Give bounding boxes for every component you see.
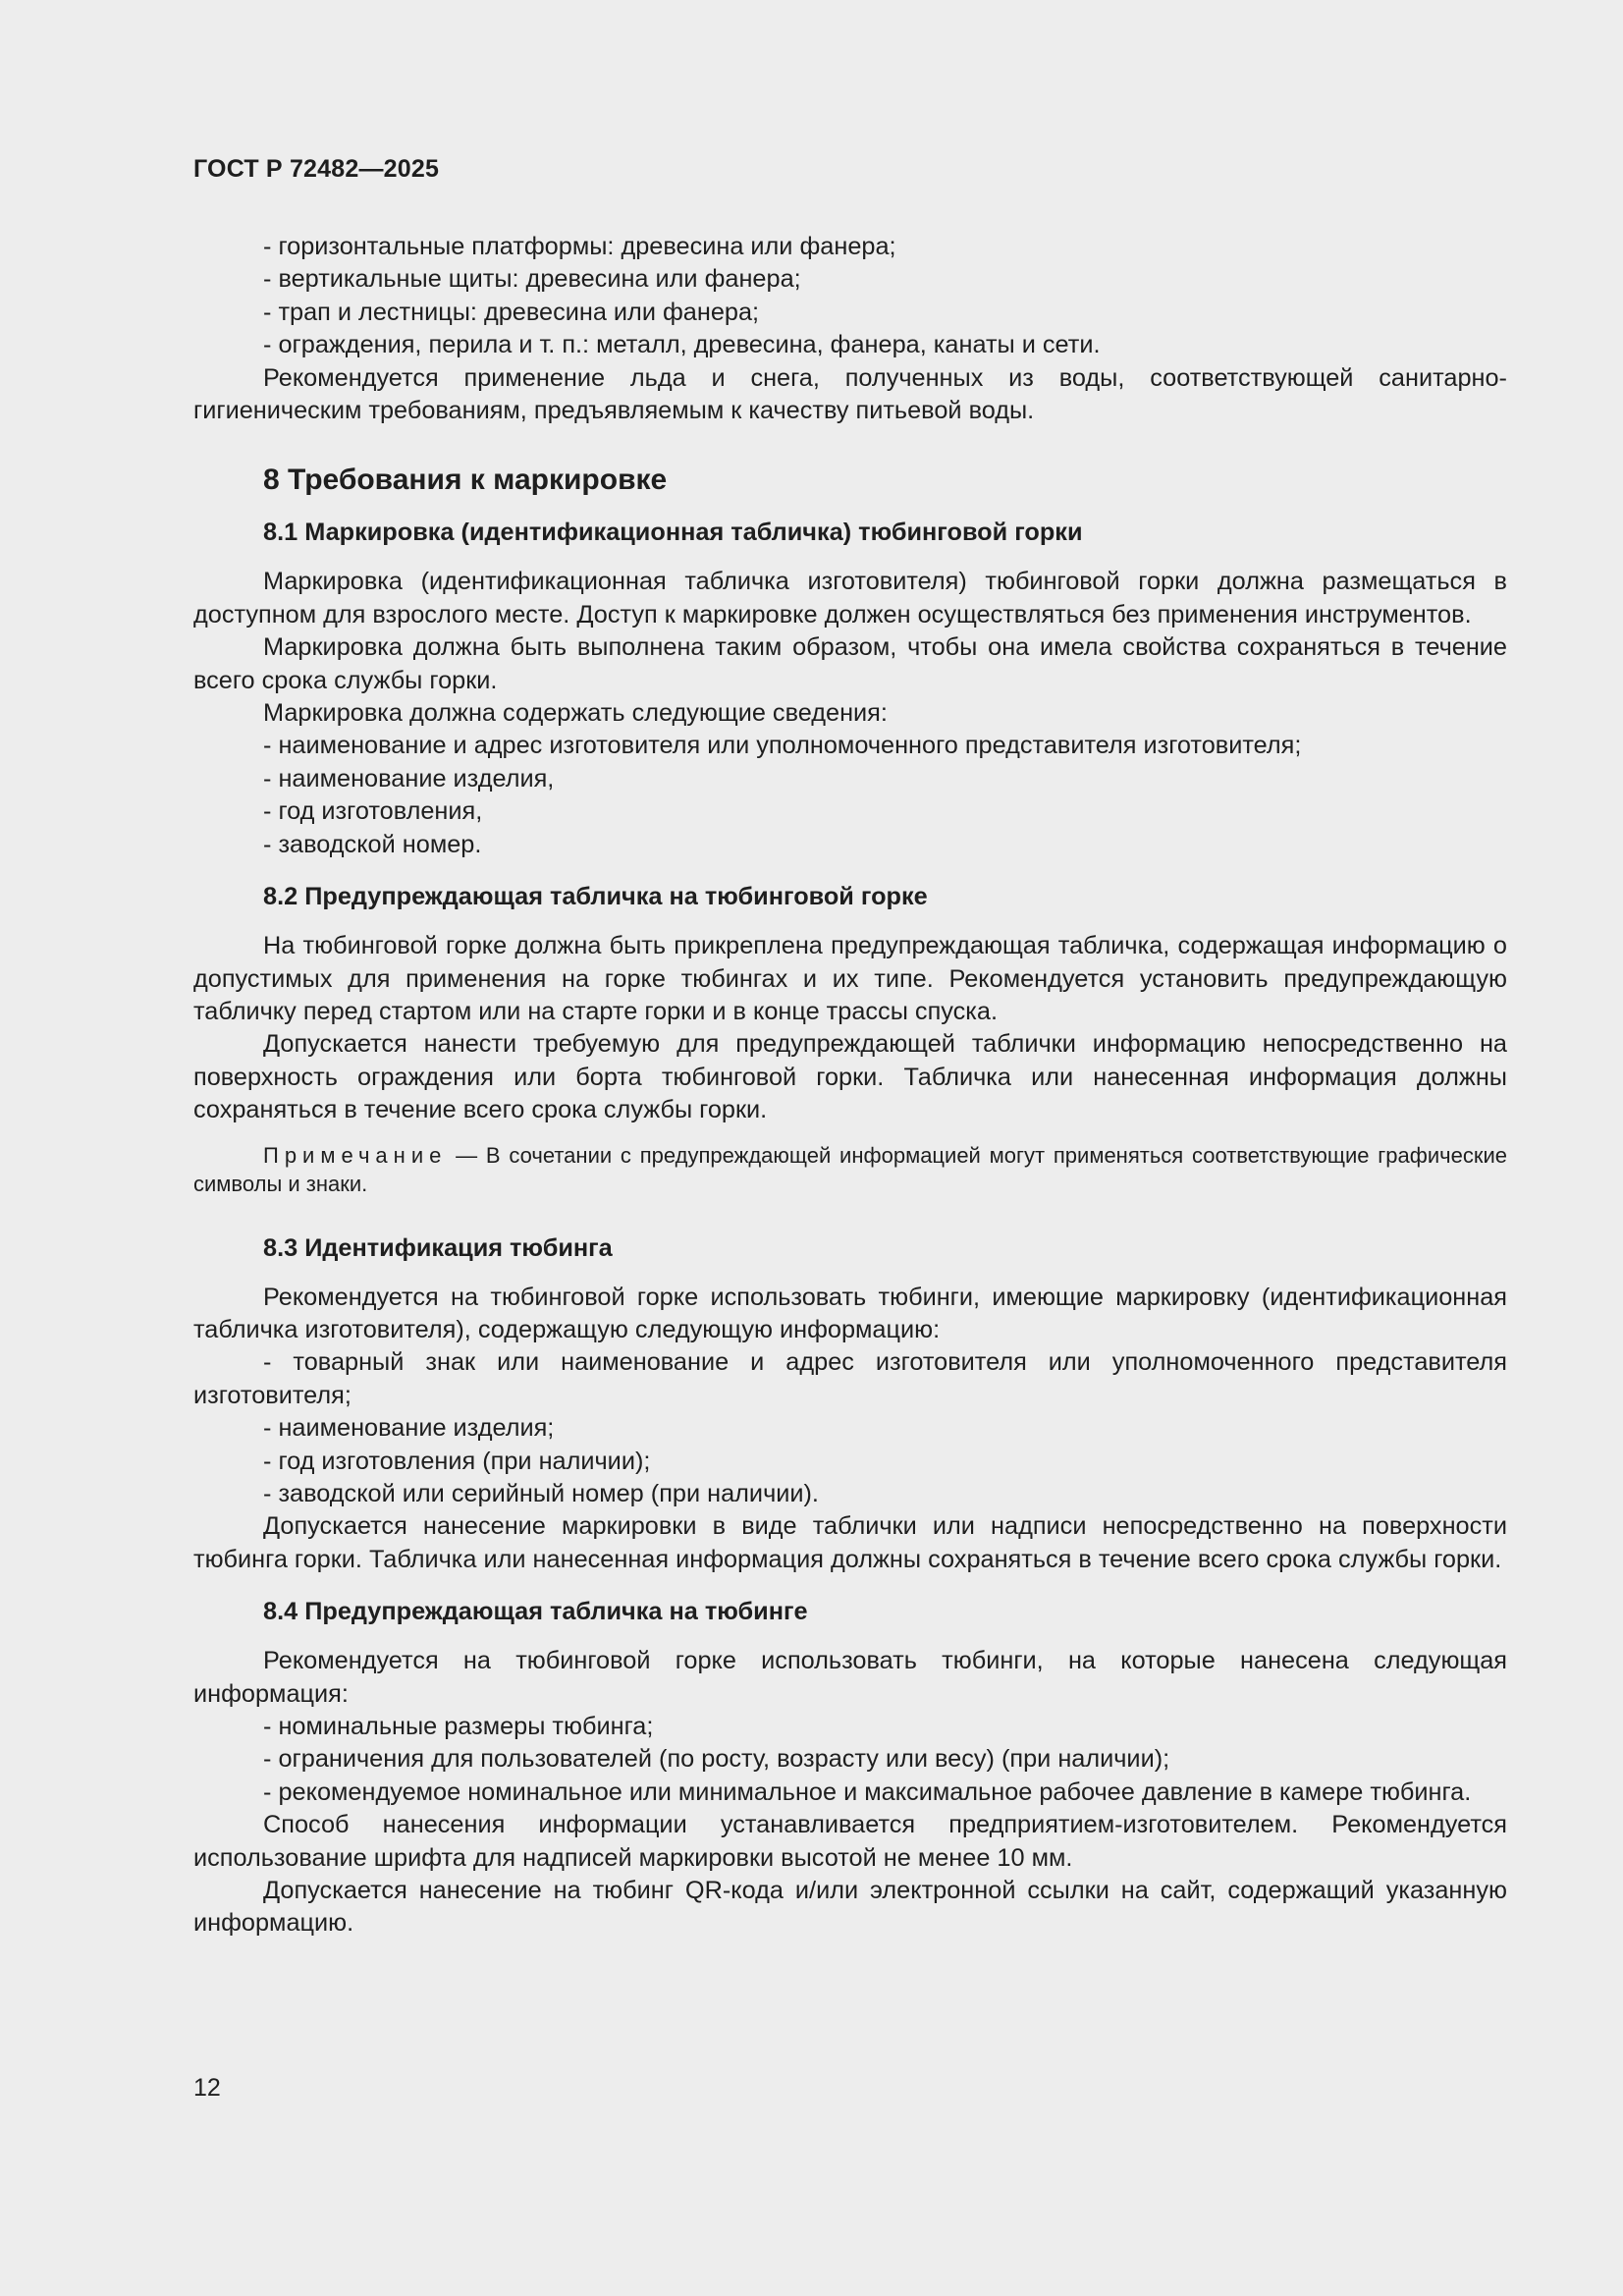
list-item: - наименование изделия,: [263, 764, 555, 793]
subsection-title: 8.4 Предупреждающая табличка на тюбинге: [263, 1598, 808, 1626]
paragraph: Допускается нанесение на тюбинг QR-кода и/или электронной ссылки на сайт, содержащий указанную информацию.: [193, 1877, 1507, 1938]
note-label: Примечание: [263, 1142, 448, 1168]
list-item: - ограничения для пользователей (по росту, возрасту или весу) (при наличии);: [263, 1745, 1170, 1774]
document-header: ГОСТ Р 72482—2025: [193, 155, 440, 183]
paragraph: Маркировка должна быть выполнена таким образом, чтобы она имела свойства сохраняться в течение всего срока службы горки.: [193, 633, 1507, 694]
intro-block: [193, 231, 1507, 427]
list-item: - наименование и адрес изготовителя или уполномоченного представителя изготовителя;: [263, 732, 1302, 760]
subsection-title: 8.3 Идентификация тюбинга: [263, 1233, 613, 1262]
paragraph: Рекомендуется применение льда и снега, полученных из воды, соответствующей санитарно-гигиеническим требованиям, предъявляемым к качеству питьевой воды.: [193, 363, 1507, 425]
list-item: - трап и лестницы: древесина или фанера;: [263, 298, 760, 326]
subsection-title: 8.1 Маркировка (идентификационная табличка) тюбинговой горки: [263, 519, 1083, 547]
list-item: - заводской или серийный номер (при наличии).: [263, 1479, 819, 1507]
paragraph: Рекомендуется на тюбинговой горке использовать тюбинги, имеющие маркировку (идентификационная табличка изготовителя), содержащую следующую информацию:: [193, 1283, 1507, 1343]
paragraph: Маркировка должна содержать следующие сведения:: [263, 699, 888, 728]
list-item: - вертикальные щиты: древесина или фанера;: [263, 265, 801, 294]
paragraph: Допускается нанесение маркировки в виде таблички или надписи непосредственно на поверхности тюбинга горки. Табличка или нанесенная информация должны сохраняться в течение всего срока службы горки.: [193, 1512, 1507, 1573]
document-page: [193, 147, 1507, 1941]
list-item: - заводской номер.: [263, 830, 482, 858]
list-item: - год изготовления,: [263, 797, 483, 826]
list-item: - наименование изделия;: [263, 1414, 555, 1443]
list-item: - товарный знак или наименование и адрес изготовителя или уполномоченного представителя изготовителя;: [193, 1348, 1507, 1409]
paragraph: Маркировка (идентификационная табличка изготовителя) тюбинговой горки должна размещаться в доступном для взрослого месте. Доступ к маркировке должен осуществляться без применения инструментов.: [193, 568, 1507, 629]
paragraph: Рекомендуется на тюбинговой горке использовать тюбинги, на которые нанесена следующая информация:: [193, 1647, 1507, 1708]
list-item: - год изготовления (при наличии);: [263, 1447, 651, 1475]
subsection-title: 8.2 Предупреждающая табличка на тюбинговой горке: [263, 883, 928, 911]
note-text: — В сочетании с предупреждающей информацией могут применяться соответствующие графические символы и знаки.: [193, 1142, 1507, 1196]
list-item: - ограждения, перила и т. п.: металл, древесина, фанера, канаты и сети.: [263, 331, 1101, 359]
note: [193, 1141, 1507, 1198]
paragraph: На тюбинговой горке должна быть прикреплена предупреждающая табличка, содержащая информацию о допустимых для применения на горке тюбингах и их типе. Рекомендуется установить предупреждающую табличку перед стартом или на старте горки и в конце трассы спуска.: [193, 932, 1507, 1025]
paragraph: Допускается нанести требуемую для предупреждающей таблички информацию непосредственно на поверхность ограждения или борта тюбинговой горки. Табличка или нанесенная информация должны сохраняться в течение всего срока службы горки.: [193, 1030, 1507, 1124]
page-number: 12: [193, 2074, 221, 2102]
section-title: 8 Требования к маркировке: [263, 464, 668, 497]
paragraph: Способ нанесения информации устанавливается предприятием-изготовителем. Рекомендуется использование шрифта для надписей маркировки высотой не менее 10 мм.: [193, 1811, 1507, 1872]
list-item: - рекомендуемое номинальное или минимальное и максимальное рабочее давление в камере тюбинга.: [263, 1777, 1472, 1806]
list-item: - горизонтальные платформы: древесина или фанера;: [263, 233, 896, 260]
list-item: - номинальные размеры тюбинга;: [263, 1713, 654, 1740]
